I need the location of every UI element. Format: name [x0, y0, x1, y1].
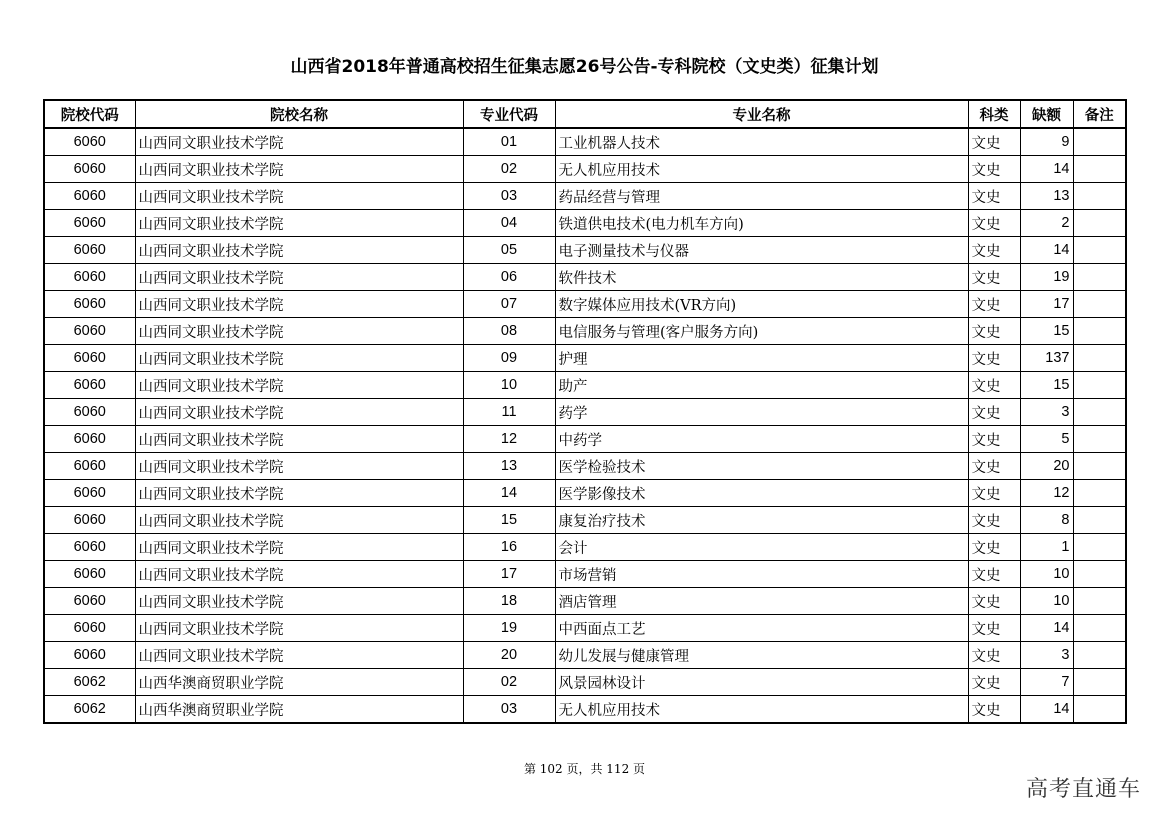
major-code-cell: 03	[463, 183, 555, 210]
school-code-cell: 6060	[44, 534, 135, 561]
document-title: 山西省2018年普通高校招生征集志愿26号公告-专科院校（文史类）征集计划	[290, 57, 879, 77]
col-header-category: 科类	[968, 100, 1020, 128]
table-row	[44, 264, 1126, 291]
remarks-cell	[1073, 399, 1126, 426]
school-code-cell: 6060	[44, 588, 135, 615]
major-name-cell: 中药学	[555, 426, 968, 453]
remarks-cell	[1073, 480, 1126, 507]
table-row	[44, 507, 1126, 534]
vacancies-cell: 15	[1020, 372, 1073, 399]
category-cell: 文史	[968, 696, 1020, 724]
school-code-cell: 6060	[44, 156, 135, 183]
school-name-cell: 山西华澳商贸职业学院	[135, 669, 463, 696]
major-code-cell: 11	[463, 399, 555, 426]
school-name-cell: 山西同文职业技术学院	[135, 534, 463, 561]
school-code-cell: 6060	[44, 183, 135, 210]
major-code-cell: 09	[463, 345, 555, 372]
vacancies-cell: 8	[1020, 507, 1073, 534]
remarks-cell	[1073, 318, 1126, 345]
remarks-cell	[1073, 237, 1126, 264]
category-cell: 文史	[968, 642, 1020, 669]
school-code-cell: 6060	[44, 453, 135, 480]
major-name-cell: 助产	[555, 372, 968, 399]
school-code-cell: 6062	[44, 669, 135, 696]
school-name-cell: 山西同文职业技术学院	[135, 561, 463, 588]
col-header-major-name: 专业名称	[555, 100, 968, 128]
table-row	[44, 128, 1126, 156]
school-code-cell: 6062	[44, 696, 135, 724]
remarks-cell	[1073, 345, 1126, 372]
school-code-cell: 6060	[44, 372, 135, 399]
major-code-cell: 19	[463, 615, 555, 642]
remarks-cell	[1073, 615, 1126, 642]
major-name-cell: 市场营销	[555, 561, 968, 588]
school-code-cell: 6060	[44, 318, 135, 345]
school-code-cell: 6060	[44, 399, 135, 426]
table-row	[44, 588, 1126, 615]
remarks-cell	[1073, 669, 1126, 696]
school-code-cell: 6060	[44, 615, 135, 642]
table-row	[44, 453, 1126, 480]
major-code-cell: 16	[463, 534, 555, 561]
remarks-cell	[1073, 507, 1126, 534]
vacancies-cell: 2	[1020, 210, 1073, 237]
table-row	[44, 534, 1126, 561]
major-code-cell: 10	[463, 372, 555, 399]
vacancies-cell: 13	[1020, 183, 1073, 210]
school-code-cell: 6060	[44, 264, 135, 291]
category-cell: 文史	[968, 372, 1020, 399]
school-code-cell: 6060	[44, 642, 135, 669]
category-cell: 文史	[968, 561, 1020, 588]
school-name-cell: 山西同文职业技术学院	[135, 372, 463, 399]
remarks-cell	[1073, 453, 1126, 480]
table-row	[44, 642, 1126, 669]
watermark: 高考直通车	[1025, 777, 1141, 802]
school-name-cell: 山西同文职业技术学院	[135, 237, 463, 264]
remarks-cell	[1073, 210, 1126, 237]
major-code-cell: 01	[463, 128, 555, 156]
col-header-school-code: 院校代码	[44, 100, 135, 128]
enrollment-plan-table	[43, 99, 1127, 724]
major-code-cell: 17	[463, 561, 555, 588]
vacancies-cell: 1	[1020, 534, 1073, 561]
school-name-cell: 山西同文职业技术学院	[135, 642, 463, 669]
vacancies-cell: 14	[1020, 615, 1073, 642]
major-name-cell: 药学	[555, 399, 968, 426]
category-cell: 文史	[968, 534, 1020, 561]
major-name-cell: 风景园林设计	[555, 669, 968, 696]
remarks-cell	[1073, 264, 1126, 291]
school-name-cell: 山西同文职业技术学院	[135, 264, 463, 291]
major-name-cell: 无人机应用技术	[555, 156, 968, 183]
major-code-cell: 03	[463, 696, 555, 724]
table-row	[44, 183, 1126, 210]
table-row	[44, 561, 1126, 588]
major-name-cell: 电子测量技术与仪器	[555, 237, 968, 264]
major-name-cell: 数字媒体应用技术(VR方向)	[555, 291, 968, 318]
vacancies-cell: 14	[1020, 237, 1073, 264]
major-name-cell: 酒店管理	[555, 588, 968, 615]
major-name-cell: 护理	[555, 345, 968, 372]
vacancies-cell: 20	[1020, 453, 1073, 480]
page-footer: 第 102 页，共 112 页	[523, 762, 646, 776]
major-code-cell: 02	[463, 156, 555, 183]
school-name-cell: 山西同文职业技术学院	[135, 507, 463, 534]
school-name-cell: 山西同文职业技术学院	[135, 183, 463, 210]
table-row	[44, 237, 1126, 264]
school-name-cell: 山西同文职业技术学院	[135, 156, 463, 183]
major-name-cell: 铁道供电技术(电力机车方向)	[555, 210, 968, 237]
category-cell: 文史	[968, 210, 1020, 237]
category-cell: 文史	[968, 453, 1020, 480]
vacancies-cell: 7	[1020, 669, 1073, 696]
major-name-cell: 中西面点工艺	[555, 615, 968, 642]
major-code-cell: 06	[463, 264, 555, 291]
remarks-cell	[1073, 183, 1126, 210]
category-cell: 文史	[968, 480, 1020, 507]
table-row	[44, 345, 1126, 372]
remarks-cell	[1073, 561, 1126, 588]
school-name-cell: 山西同文职业技术学院	[135, 480, 463, 507]
col-header-remarks: 备注	[1073, 100, 1126, 128]
category-cell: 文史	[968, 345, 1020, 372]
school-code-cell: 6060	[44, 128, 135, 156]
col-header-school-name: 院校名称	[135, 100, 463, 128]
category-cell: 文史	[968, 669, 1020, 696]
remarks-cell	[1073, 534, 1126, 561]
category-cell: 文史	[968, 291, 1020, 318]
table-row	[44, 615, 1126, 642]
table-row	[44, 291, 1126, 318]
remarks-cell	[1073, 156, 1126, 183]
major-code-cell: 02	[463, 669, 555, 696]
table-row	[44, 426, 1126, 453]
school-name-cell: 山西同文职业技术学院	[135, 453, 463, 480]
school-code-cell: 6060	[44, 210, 135, 237]
table-row	[44, 696, 1126, 724]
category-cell: 文史	[968, 588, 1020, 615]
table-row	[44, 210, 1126, 237]
remarks-cell	[1073, 588, 1126, 615]
vacancies-cell: 5	[1020, 426, 1073, 453]
remarks-cell	[1073, 696, 1126, 724]
col-header-vacancies: 缺额	[1020, 100, 1073, 128]
school-code-cell: 6060	[44, 561, 135, 588]
major-code-cell: 14	[463, 480, 555, 507]
school-code-cell: 6060	[44, 237, 135, 264]
school-code-cell: 6060	[44, 507, 135, 534]
vacancies-cell: 137	[1020, 345, 1073, 372]
vacancies-cell: 14	[1020, 156, 1073, 183]
major-code-cell: 05	[463, 237, 555, 264]
table-header-row	[44, 100, 1126, 128]
school-name-cell: 山西同文职业技术学院	[135, 426, 463, 453]
school-name-cell: 山西同文职业技术学院	[135, 345, 463, 372]
remarks-cell	[1073, 291, 1126, 318]
school-code-cell: 6060	[44, 426, 135, 453]
table-row	[44, 669, 1126, 696]
category-cell: 文史	[968, 426, 1020, 453]
major-name-cell: 软件技术	[555, 264, 968, 291]
vacancies-cell: 12	[1020, 480, 1073, 507]
school-name-cell: 山西同文职业技术学院	[135, 210, 463, 237]
remarks-cell	[1073, 426, 1126, 453]
category-cell: 文史	[968, 183, 1020, 210]
school-name-cell: 山西华澳商贸职业学院	[135, 696, 463, 724]
table-row	[44, 156, 1126, 183]
major-code-cell: 08	[463, 318, 555, 345]
major-code-cell: 13	[463, 453, 555, 480]
major-name-cell: 医学检验技术	[555, 453, 968, 480]
school-name-cell: 山西同文职业技术学院	[135, 399, 463, 426]
category-cell: 文史	[968, 507, 1020, 534]
major-code-cell: 15	[463, 507, 555, 534]
vacancies-cell: 9	[1020, 128, 1073, 156]
col-header-major-code: 专业代码	[463, 100, 555, 128]
remarks-cell	[1073, 372, 1126, 399]
vacancies-cell: 15	[1020, 318, 1073, 345]
major-code-cell: 04	[463, 210, 555, 237]
vacancies-cell: 17	[1020, 291, 1073, 318]
category-cell: 文史	[968, 264, 1020, 291]
category-cell: 文史	[968, 156, 1020, 183]
remarks-cell	[1073, 128, 1126, 156]
vacancies-cell: 10	[1020, 588, 1073, 615]
school-name-cell: 山西同文职业技术学院	[135, 291, 463, 318]
category-cell: 文史	[968, 399, 1020, 426]
vacancies-cell: 14	[1020, 696, 1073, 724]
school-name-cell: 山西同文职业技术学院	[135, 615, 463, 642]
major-name-cell: 医学影像技术	[555, 480, 968, 507]
major-name-cell: 药品经营与管理	[555, 183, 968, 210]
category-cell: 文史	[968, 237, 1020, 264]
major-name-cell: 康复治疗技术	[555, 507, 968, 534]
major-code-cell: 07	[463, 291, 555, 318]
school-code-cell: 6060	[44, 291, 135, 318]
major-name-cell: 会计	[555, 534, 968, 561]
vacancies-cell: 3	[1020, 642, 1073, 669]
table-row	[44, 480, 1126, 507]
major-name-cell: 幼儿发展与健康管理	[555, 642, 968, 669]
vacancies-cell: 19	[1020, 264, 1073, 291]
category-cell: 文史	[968, 615, 1020, 642]
major-name-cell: 电信服务与管理(客户服务方向)	[555, 318, 968, 345]
category-cell: 文史	[968, 318, 1020, 345]
major-code-cell: 20	[463, 642, 555, 669]
table-row	[44, 399, 1126, 426]
school-name-cell: 山西同文职业技术学院	[135, 128, 463, 156]
school-name-cell: 山西同文职业技术学院	[135, 588, 463, 615]
vacancies-cell: 3	[1020, 399, 1073, 426]
category-cell: 文史	[968, 128, 1020, 156]
major-code-cell: 12	[463, 426, 555, 453]
remarks-cell	[1073, 642, 1126, 669]
table-row	[44, 318, 1126, 345]
school-code-cell: 6060	[44, 345, 135, 372]
school-code-cell: 6060	[44, 480, 135, 507]
vacancies-cell: 10	[1020, 561, 1073, 588]
major-name-cell: 无人机应用技术	[555, 696, 968, 724]
school-name-cell: 山西同文职业技术学院	[135, 318, 463, 345]
major-code-cell: 18	[463, 588, 555, 615]
major-name-cell: 工业机器人技术	[555, 128, 968, 156]
table-row	[44, 372, 1126, 399]
